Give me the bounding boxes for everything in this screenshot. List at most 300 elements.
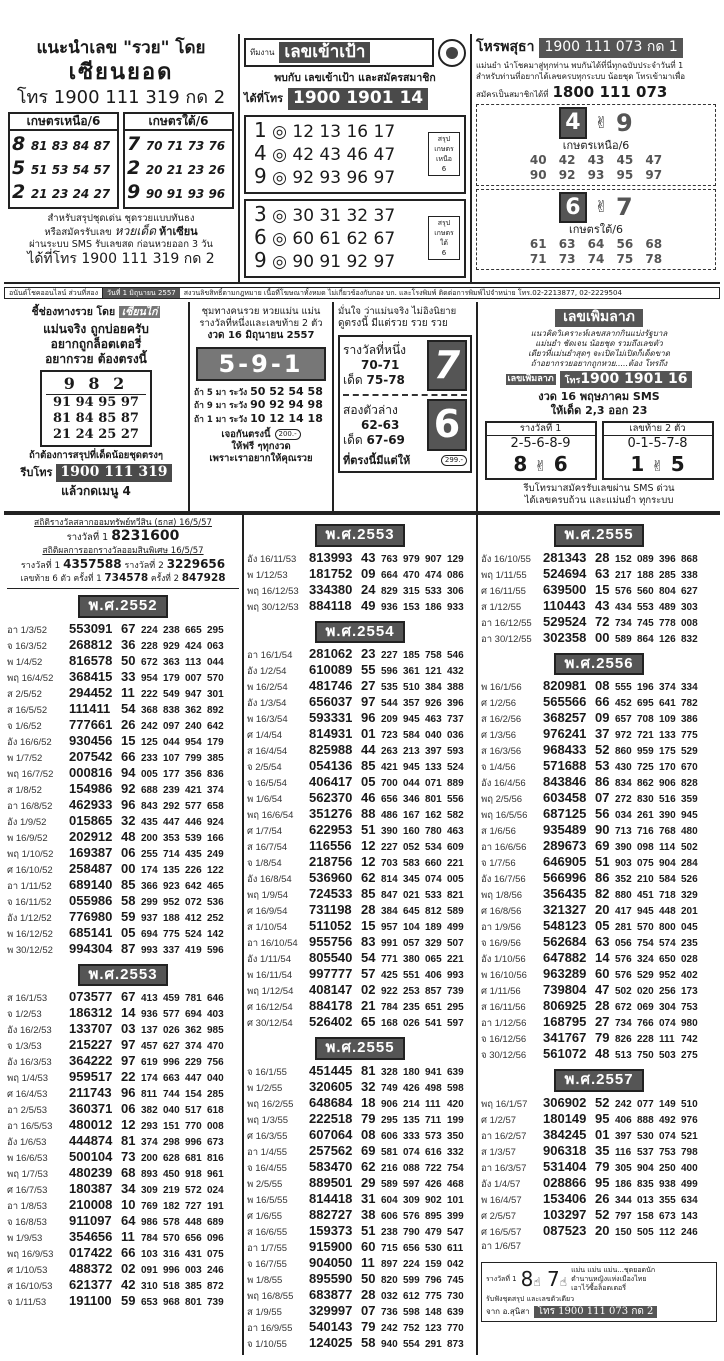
front-back-3: 167 — [403, 810, 420, 822]
top-mid-section — [240, 34, 472, 282]
mc-foot1: เจอกันตรงนี้ — [221, 428, 271, 440]
front-back-3: 200 — [141, 832, 158, 844]
first-prize: 329997 — [309, 1303, 353, 1318]
draw-date: จ 1/6/52 — [7, 720, 42, 732]
last-two: 96 — [121, 796, 136, 812]
front-back-3: 175 — [659, 746, 676, 758]
ml-brand: เซียนไก่ — [119, 306, 161, 318]
front-back-3: 775 — [425, 1291, 442, 1302]
last-two: 07 — [595, 790, 610, 806]
front-back-3: 463 — [447, 826, 464, 838]
last-two: 85 — [121, 876, 136, 892]
table-row — [7, 1102, 239, 1118]
pointing-hand-icon: ☝ — [533, 1275, 541, 1289]
front-back-3: 985 — [207, 1025, 224, 1037]
first-prize: 320605 — [309, 1079, 353, 1094]
last-two: 97 — [361, 694, 376, 710]
tm-south-row: 6 ◎ 60 61 62 67 — [254, 224, 396, 249]
table-2555a — [247, 1037, 473, 1352]
front-back-3: 173 — [681, 986, 698, 998]
front-back-3: 816 — [207, 1153, 224, 1165]
front-back-3: 907 — [425, 553, 442, 565]
draw-date: ศ 2/5/57 — [481, 1211, 517, 1222]
front-back-3: 536 — [207, 896, 224, 908]
last-two: 86 — [595, 774, 610, 790]
draw-date: อัง 16/3/53 — [7, 1057, 52, 1069]
ba-line1: แม่น แม่น แม่น...ชุดยอดนัก — [571, 1266, 656, 1274]
draw-date: ศ 16/12/54 — [247, 1002, 293, 1014]
tm-south-row: 9 ◎ 90 91 92 97 — [254, 247, 396, 272]
front-back-3: 350 — [447, 1131, 464, 1142]
mr-call: โทร1900 1901 16 — [560, 371, 693, 389]
front-back-3: 284 — [681, 858, 698, 870]
table-row — [247, 791, 473, 807]
first-prize: 000816 — [69, 764, 113, 780]
front-back-3: 188 — [637, 569, 654, 581]
front-back-3: 830 — [637, 794, 654, 806]
front-back-3: 516 — [659, 794, 676, 806]
draw-date: พฤ 1/8/56 — [481, 890, 523, 902]
front-back-3: 337 — [163, 944, 180, 956]
front-back-3: 291 — [425, 1339, 442, 1350]
last-two: 10 — [121, 1197, 136, 1213]
front-back-3: 895 — [425, 1211, 442, 1222]
front-back-3: 572 — [185, 1185, 202, 1197]
front-back-3: 186 — [425, 601, 442, 613]
last-two: 02 — [121, 1261, 136, 1277]
draw-date: พฤ 1/3/55 — [247, 1115, 289, 1126]
table-row — [481, 855, 717, 871]
first-prize: 444874 — [69, 1133, 113, 1149]
front-back-3: 524 — [447, 762, 464, 774]
first-prize: 073577 — [69, 989, 113, 1005]
first-prize: 294452 — [69, 684, 113, 700]
front-back-3: 812 — [425, 906, 442, 918]
table-col-1 — [4, 515, 244, 1355]
draw-date: ศ 1/11/56 — [481, 986, 521, 998]
draw-date: อา 16/3/57 — [481, 1163, 527, 1174]
ba-digit: 8 — [520, 1267, 534, 1291]
front-back-3: 549 — [163, 688, 180, 700]
front-back-3: 736 — [381, 1307, 398, 1318]
mc2-first-label: รางวัลที่หนึ่ง — [343, 343, 407, 357]
first-prize: 360371 — [69, 1101, 113, 1117]
tl-north-row: 5 51 53 54 57 — [12, 157, 111, 179]
front-back-3: 143 — [681, 1211, 698, 1222]
draw-date: ส 1/6/56 — [481, 826, 516, 838]
front-back-3: 355 — [659, 1195, 676, 1206]
first-prize: 639500 — [543, 581, 587, 597]
last-two: 35 — [595, 1143, 610, 1158]
front-back-3: 672 — [615, 1002, 632, 1014]
stats-l3: สถิติผลการออกรางวัลออมสินพิเศษ 16/5/57 — [42, 545, 204, 556]
ml-cta: ถ้าต้องการสรุปที่เด็ดน้อยชุดตรงๆ — [29, 450, 163, 462]
front-back-3: 465 — [207, 880, 224, 892]
front-back-3: 570 — [207, 672, 224, 684]
draw-date: อัง 16/11/53 — [247, 553, 297, 565]
front-back-3: 790 — [403, 1227, 420, 1238]
first-prize: 610089 — [309, 662, 353, 678]
front-back-3: 641 — [659, 698, 676, 710]
first-prize: 777661 — [69, 716, 113, 732]
victory-hand-icon: ✌ — [594, 197, 608, 217]
tm-sub: พบกับ เลขเข้าเป้า และสมัครสมาชิก — [274, 72, 436, 85]
front-back-3: 611 — [447, 1243, 464, 1254]
first-prize: 930456 — [69, 732, 113, 748]
tl-title-line2: เซียนยอด — [68, 60, 174, 86]
front-back-3: 750 — [637, 1050, 654, 1062]
front-back-3: 576 — [615, 954, 632, 966]
last-two: 81 — [121, 1133, 136, 1149]
front-back-3: 185 — [403, 650, 420, 662]
front-back-3: 432 — [447, 666, 464, 678]
front-back-3: 200 — [141, 1153, 158, 1165]
draw-date: อัง 16/2/53 — [7, 1025, 52, 1037]
last-two: 27 — [595, 1014, 610, 1030]
mid-center-section — [190, 302, 334, 510]
table-row — [7, 702, 239, 718]
last-two: 02 — [361, 982, 376, 998]
last-two: 11 — [121, 684, 135, 700]
front-back-3: 664 — [381, 569, 398, 581]
table-row — [481, 567, 717, 583]
last-two: 54 — [361, 950, 376, 966]
table-row — [7, 1246, 239, 1262]
mc2-price-badge: 299.- — [441, 455, 467, 466]
draw-date: จ 1/7/56 — [481, 858, 516, 870]
front-back-3: 868 — [681, 553, 698, 565]
front-back-3: 374 — [185, 1041, 202, 1053]
front-back-3: 713 — [615, 826, 632, 838]
first-prize: 289673 — [543, 838, 587, 854]
front-back-3: 897 — [381, 1259, 398, 1270]
draw-date: ส 16/1/53 — [7, 993, 48, 1005]
last-two: 21 — [361, 998, 376, 1014]
mid-left-section — [4, 302, 190, 510]
table-row — [247, 919, 473, 935]
front-back-3: 530 — [637, 1131, 654, 1142]
table-row — [247, 1208, 473, 1224]
front-back-3: 385 — [185, 1281, 202, 1293]
draw-date: อัง 1/10/56 — [481, 954, 526, 966]
front-back-3: 524 — [185, 928, 202, 940]
front-back-3: 380 — [403, 954, 420, 966]
front-back-3: 098 — [637, 842, 654, 854]
mc-row-label: ถ้า 1 มา ระวัง — [194, 415, 248, 426]
draw-date: พ 16/2/54 — [247, 682, 288, 694]
table-row — [481, 1096, 717, 1112]
table-row — [247, 647, 473, 663]
front-back-3: 179 — [163, 672, 180, 684]
front-back-3: 007 — [185, 672, 202, 684]
first-prize: 154986 — [69, 780, 113, 796]
front-back-3: 474 — [425, 569, 442, 581]
front-back-3: 221 — [447, 858, 464, 870]
table-row — [247, 583, 473, 599]
table-row — [247, 839, 473, 855]
last-two: 18 — [361, 1095, 376, 1110]
tl-north-row: 2 21 23 24 27 — [12, 180, 111, 203]
front-back-3: 479 — [425, 1227, 442, 1238]
front-back-3: 406 — [615, 1115, 632, 1126]
front-back-3: 359 — [681, 794, 698, 806]
front-back-3: 366 — [141, 880, 158, 892]
table-row — [247, 1192, 473, 1208]
front-back-3: 295 — [447, 1002, 464, 1014]
draw-date: จ 1/11/53 — [7, 1297, 47, 1309]
front-back-3: 800 — [659, 922, 676, 934]
front-back-3: 499 — [681, 1179, 698, 1190]
draw-date: ส 16/3/56 — [481, 746, 522, 758]
table-row — [7, 1166, 239, 1182]
front-back-3: 448 — [659, 906, 676, 918]
front-back-3: 503 — [659, 1050, 676, 1062]
table-row — [7, 1006, 239, 1022]
table-row — [247, 1176, 473, 1192]
bottom-ad — [481, 1262, 717, 1322]
stats-l5-value1: 734578 — [104, 571, 149, 584]
last-two: 12 — [121, 1117, 136, 1133]
first-prize: 648684 — [309, 1095, 353, 1110]
front-back-3: 688 — [141, 784, 158, 796]
front-back-3: 295 — [381, 1115, 398, 1126]
front-back-3: 593 — [447, 746, 464, 758]
ml-menu: แล้วกดเมนู 4 — [61, 483, 131, 498]
front-back-3: 235 — [403, 1002, 420, 1014]
front-back-3: 298 — [163, 1137, 180, 1149]
table-row — [481, 1192, 717, 1208]
first-prize: 451445 — [309, 1063, 353, 1078]
stats-l4-value1: 4357588 — [63, 556, 122, 571]
draw-date: อัง 1/11/54 — [247, 954, 291, 966]
front-back-3: 991 — [381, 938, 398, 950]
front-back-3: 480 — [681, 826, 698, 838]
ba-digit: 7 — [547, 1267, 560, 1291]
table-row — [481, 759, 717, 775]
last-two: 05 — [121, 924, 136, 940]
draw-date: อัง 16/10/55 — [481, 553, 531, 565]
stats-l2-value: 8231600 — [111, 528, 180, 545]
front-back-3: 904 — [637, 1163, 654, 1174]
front-back-3: 400 — [681, 1163, 698, 1174]
table-row — [247, 935, 473, 951]
front-back-3: 174 — [141, 864, 158, 876]
front-back-3: 338 — [681, 569, 698, 581]
front-back-3: 013 — [637, 1195, 654, 1206]
last-two: 24 — [361, 581, 376, 597]
last-two: 15 — [361, 918, 376, 934]
front-back-3: 224 — [141, 624, 158, 636]
last-two: 08 — [595, 678, 610, 694]
mid-right-section — [478, 302, 720, 510]
draw-date: ศ 1/7/54 — [247, 826, 283, 838]
table-row — [481, 935, 717, 951]
tl-south-row: 9 90 91 93 96 — [127, 180, 226, 203]
front-back-3: 570 — [163, 1233, 180, 1245]
front-back-3: 742 — [681, 1034, 698, 1046]
table-row — [481, 583, 717, 599]
mr-box2-nums: 0-1-5-7-8 — [627, 435, 688, 451]
last-two: 49 — [361, 597, 376, 613]
first-prize: 540143 — [309, 1319, 353, 1334]
mc-row-nums: 10 12 14 18 — [250, 412, 323, 426]
ba-phone: โทร 1900 111 073 กด 2 — [534, 1306, 658, 1319]
front-back-3: 412 — [185, 912, 202, 924]
table-row — [481, 983, 717, 999]
front-back-3: 385 — [207, 752, 224, 764]
front-back-3: 447 — [163, 816, 180, 828]
table-row — [7, 766, 239, 782]
front-back-3: 040 — [207, 1073, 224, 1085]
table-col-3 — [478, 515, 720, 1355]
front-back-3: 612 — [403, 1291, 420, 1302]
front-back-3: 811 — [141, 1089, 158, 1101]
last-two: 09 — [595, 710, 610, 726]
last-two: 85 — [361, 886, 376, 902]
draw-date: พ 16/5/55 — [247, 1195, 288, 1206]
front-back-3: 656 — [381, 794, 398, 806]
front-back-3: 228 — [141, 640, 158, 652]
front-back-3: 721 — [637, 730, 654, 742]
first-prize: 646905 — [543, 854, 587, 870]
tm-north-row: 9 ◎ 92 93 96 97 — [254, 163, 396, 188]
first-prize: 133707 — [69, 1021, 113, 1037]
draw-date: ศ 1/4/54 — [247, 730, 283, 742]
table-row — [247, 1064, 473, 1080]
front-back-3: 714 — [163, 848, 180, 860]
front-back-3: 938 — [659, 1179, 676, 1190]
front-back-3: 435 — [141, 816, 158, 828]
front-back-3: 180 — [403, 1067, 420, 1078]
last-two: 94 — [121, 764, 136, 780]
front-back-3: 361 — [403, 666, 420, 678]
first-prize: 889501 — [309, 1175, 353, 1190]
front-back-3: 826 — [615, 1034, 632, 1046]
front-back-3: 642 — [207, 720, 224, 732]
front-back-3: 486 — [381, 810, 398, 822]
mr-box1-digit: 6 — [553, 452, 568, 476]
last-two: 56 — [595, 806, 610, 822]
last-two: 33 — [121, 668, 136, 684]
front-back-3: 129 — [447, 553, 464, 565]
last-two: 50 — [121, 652, 136, 668]
front-back-3: 056 — [615, 938, 632, 950]
table-row — [247, 1080, 473, 1096]
front-back-3: 918 — [185, 1169, 202, 1181]
tr-title: โหรพสุธา — [476, 39, 535, 55]
front-back-3: 745 — [637, 617, 654, 629]
first-prize: 480012 — [69, 1117, 113, 1133]
first-prize: 180149 — [543, 1111, 587, 1126]
front-back-3: 933 — [447, 601, 464, 613]
front-back-3: 450 — [163, 1169, 180, 1181]
ml-row: 21 24 25 27 — [53, 427, 139, 442]
first-prize: 268812 — [69, 636, 113, 652]
draw-date: อา 16/2/57 — [481, 1131, 527, 1142]
front-back-3: 368 — [141, 704, 158, 716]
draw-date: อา 16/5/53 — [7, 1121, 53, 1133]
year-header-2554: พ.ศ.2554 — [315, 621, 404, 644]
front-back-3: 797 — [615, 1211, 632, 1222]
front-back-3: 835 — [637, 1179, 654, 1190]
front-back-3: 430 — [615, 762, 632, 774]
first-prize: 215227 — [69, 1037, 113, 1053]
front-back-3: 547 — [447, 1227, 464, 1238]
front-back-3: 114 — [659, 842, 676, 854]
front-back-3: 227 — [381, 650, 398, 662]
front-back-3: 451 — [637, 890, 654, 902]
front-back-3: 052 — [403, 842, 420, 854]
front-back-3: 303 — [681, 601, 698, 613]
draw-date: ศ 16/4/53 — [7, 1089, 48, 1101]
last-two: 20 — [595, 902, 610, 918]
table-col-2 — [244, 515, 478, 1355]
front-back-3: 057 — [403, 938, 420, 950]
front-back-3: 645 — [403, 906, 420, 918]
table-row — [247, 743, 473, 759]
front-back-3: 722 — [425, 1163, 442, 1174]
front-back-3: 906 — [381, 1099, 398, 1110]
front-back-3: 996 — [185, 1137, 202, 1149]
front-back-3: 904 — [659, 858, 676, 870]
draw-date: ส 2/5/52 — [7, 688, 42, 700]
front-back-3: 426 — [425, 1179, 442, 1190]
draw-date: ส 1/3/57 — [481, 1147, 516, 1158]
first-prize: 843846 — [543, 774, 587, 790]
front-back-3: 065 — [425, 954, 442, 966]
front-back-3: 694 — [141, 928, 158, 940]
first-prize: 565566 — [543, 694, 587, 710]
table-row — [247, 1015, 473, 1031]
table-row — [481, 1144, 717, 1160]
front-back-3: 210 — [637, 874, 654, 886]
front-back-3: 754 — [637, 938, 654, 950]
first-prize: 191100 — [69, 1293, 112, 1309]
last-two: 82 — [595, 886, 610, 902]
mc2-line2: ดูตรงนี้ มีแต่รวย รวย รวย — [338, 318, 448, 330]
last-two: 15 — [595, 581, 610, 597]
last-two: 60 — [595, 966, 610, 982]
first-prize: 258487 — [69, 860, 113, 876]
table-row — [247, 1272, 473, 1288]
front-back-3: 077 — [637, 1099, 654, 1110]
draw-date: พฤ 16/9/53 — [7, 1249, 54, 1261]
tables-area — [4, 513, 720, 1355]
front-back-3: 689 — [207, 1217, 224, 1229]
mc-line3: งวด 16 มิถุนายน 2557 — [207, 330, 315, 342]
first-prize: 364222 — [69, 1053, 113, 1069]
first-prize: 384245 — [543, 1127, 587, 1142]
last-two: 00 — [595, 629, 610, 645]
last-two: 83 — [361, 934, 376, 950]
last-two: 43 — [361, 549, 376, 565]
table-row — [7, 1262, 239, 1278]
last-two: 87 — [121, 940, 136, 956]
draw-date: พฤ 16/2/55 — [247, 1099, 294, 1110]
first-prize: 103297 — [543, 1207, 587, 1222]
draw-date: ส 1/12/55 — [481, 601, 522, 613]
front-back-3: 553 — [637, 601, 654, 613]
front-back-3: 075 — [637, 858, 654, 870]
mc-row-nums: 90 92 94 98 — [250, 398, 323, 412]
front-back-3: 332 — [447, 1147, 464, 1158]
pointing-hand-icon: ☝ — [559, 1275, 568, 1289]
table-row — [247, 1160, 473, 1176]
draw-date: อา 1/4/55 — [247, 1147, 288, 1158]
front-back-3: 074 — [659, 1131, 676, 1142]
last-two: 63 — [595, 565, 610, 581]
table-row — [481, 839, 717, 855]
